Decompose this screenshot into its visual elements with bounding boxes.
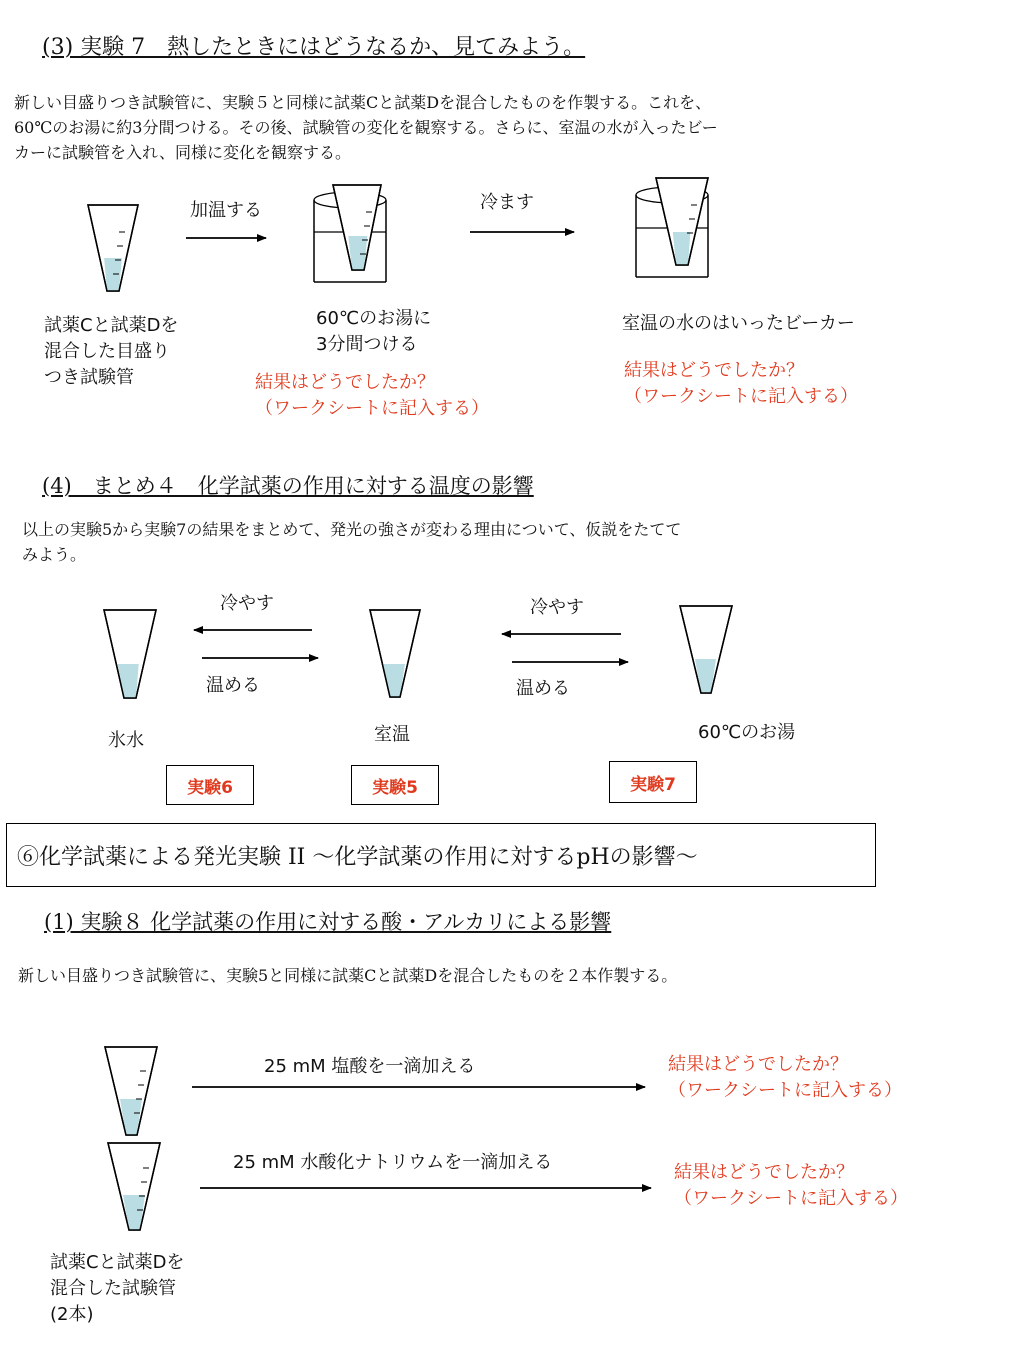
result-prompt-acid bbox=[668, 1052, 902, 1104]
ice-water-tube-icon bbox=[104, 610, 156, 698]
result-instruction: （ワークシートに記入する） bbox=[255, 398, 489, 419]
section3-heading: (3) 実験 7 熱したときにはどうなるか、見てみよう。 bbox=[42, 35, 586, 60]
section1-intro: 新しい目盛りつき試験管に、実験5と同様に試薬Cと試薬Dを混合したものを２本作製する。 bbox=[18, 966, 678, 985]
section6-title: ⑥化学試薬による発光実験 II ～化学試薬の作用に対するpHの影響～ bbox=[17, 844, 698, 870]
two-tubes-caption-line: (2本) bbox=[50, 1304, 94, 1325]
result-question: 結果はどうでしたか？ bbox=[674, 1162, 854, 1183]
section3-intro-line: 60℃のお湯に約3分間つける。その後、試験管の変化を観察する。さらに、室温の水が入ったビー bbox=[14, 118, 718, 137]
hot-water-caption-line: 60℃のお湯に bbox=[316, 308, 432, 329]
graduated-test-tube-icon bbox=[105, 1047, 157, 1135]
section4-heading: (4) まとめ４ 化学試薬の作用に対する温度の影響 bbox=[42, 474, 534, 498]
section4-intro-line: 以上の実験5から実験7の結果をまとめて、発光の強さが変わる理由について、仮説をたてて bbox=[22, 520, 682, 539]
hot-water-tube-icon bbox=[680, 606, 732, 693]
arrow-label-cool: 冷やす bbox=[220, 593, 274, 614]
room-temp-tube-icon bbox=[370, 610, 420, 697]
tube-caption-line: 混合した目盛り bbox=[44, 341, 170, 362]
tube-label-room-temp: 室温 bbox=[374, 724, 410, 745]
tube-label-ice-water: 氷水 bbox=[108, 730, 144, 751]
room-water-caption: 室温の水のはいったビーカー bbox=[622, 313, 855, 334]
arrow-label-warm: 温める bbox=[516, 678, 570, 699]
arrow-label-warm: 加温する bbox=[190, 200, 262, 221]
result-question: 結果はどうでしたか？ bbox=[668, 1054, 848, 1075]
section6-title-box bbox=[6, 823, 876, 887]
result-prompt-room bbox=[624, 358, 858, 410]
two-tubes-caption-line: 混合した試験管 bbox=[50, 1278, 176, 1299]
acid-arrow-label: 25 mM 塩酸を一滴加える bbox=[264, 1056, 476, 1077]
result-instruction: （ワークシートに記入する） bbox=[624, 386, 858, 407]
section3-intro-line: 新しい目盛りつき試験管に、実験５と同様に試薬Cと試薬Dを混合したものを作製する。これを、 bbox=[14, 93, 712, 112]
experiment-badge-7: 実験7 bbox=[609, 761, 697, 803]
tube-caption-line: つき試験管 bbox=[44, 367, 134, 388]
tube-caption-line: 試薬Cと試薬Dを bbox=[44, 315, 179, 336]
tube-label-hot-water: 60℃のお湯 bbox=[698, 722, 796, 743]
section4-intro-line: みよう。 bbox=[22, 545, 87, 564]
section4-intro bbox=[22, 517, 1012, 567]
tube-caption bbox=[44, 313, 178, 391]
section3-intro-line: カーに試験管を入れ、同様に変化を観察する。 bbox=[14, 143, 351, 162]
arrow-label-cool: 冷ます bbox=[480, 192, 534, 213]
section1-heading: (1) 実験８ 化学試薬の作用に対する酸・アルカリによる影響 bbox=[44, 910, 612, 934]
arrow-label-warm: 温める bbox=[206, 675, 260, 696]
hot-water-caption bbox=[316, 306, 431, 358]
graduated-test-tube-icon bbox=[88, 205, 138, 291]
result-instruction: （ワークシートに記入する） bbox=[674, 1188, 908, 1209]
hot-water-caption-line: 3分間つける bbox=[316, 334, 418, 355]
base-arrow-label: 25 mM 水酸化ナトリウムを一滴加える bbox=[233, 1152, 553, 1173]
result-question: 結果はどうでしたか？ bbox=[255, 372, 435, 393]
result-prompt-hot bbox=[255, 370, 489, 422]
beaker-room-water-icon bbox=[636, 178, 708, 277]
result-prompt-base bbox=[674, 1160, 908, 1212]
beaker-hot-water-icon bbox=[314, 185, 386, 282]
experiment-badge-5: 実験5 bbox=[351, 765, 439, 805]
experiment-badge-6: 実験6 bbox=[166, 765, 254, 805]
two-tubes-caption bbox=[50, 1250, 184, 1328]
result-question: 結果はどうでしたか？ bbox=[624, 360, 804, 381]
arrow-label-cool: 冷やす bbox=[530, 597, 584, 618]
result-instruction: （ワークシートに記入する） bbox=[668, 1080, 902, 1101]
two-tubes-caption-line: 試薬Cと試薬Dを bbox=[50, 1252, 185, 1273]
graduated-test-tube-icon bbox=[108, 1143, 160, 1230]
